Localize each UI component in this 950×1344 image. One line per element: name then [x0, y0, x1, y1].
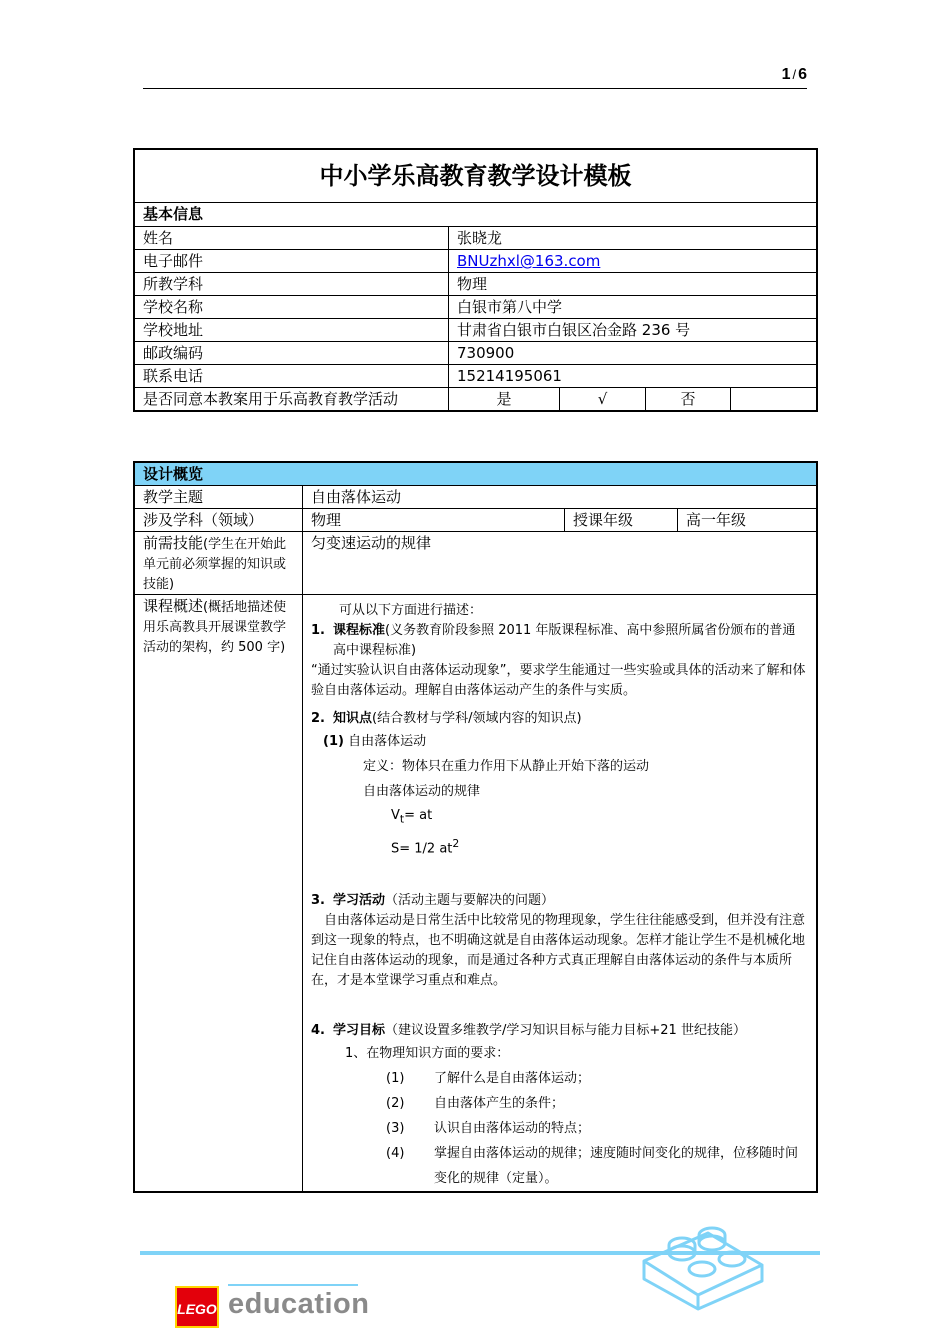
- discipline-value: 物理: [303, 509, 565, 532]
- page-slash: /: [792, 67, 797, 82]
- table-row: [135, 365, 817, 388]
- prereq-cell: [135, 532, 303, 595]
- grade-value: 高一年级: [678, 509, 817, 532]
- lego-brick-icon: [638, 1203, 768, 1313]
- overview-label: 课程概述: [143, 597, 204, 615]
- name-value: 张晓龙: [449, 227, 817, 250]
- document-title: 中小学乐高教育教学设计模板: [135, 150, 817, 203]
- list-item: (3) 认识自由落体运动的特点；: [386, 1120, 591, 1136]
- agree-label: 是否同意本教案用于乐高教育教学活动: [135, 388, 449, 411]
- table-row: [135, 227, 817, 250]
- definition-text: 定义：物体只在重力作用下从静止开始下落的运动: [363, 759, 650, 774]
- table-row: [135, 296, 817, 319]
- subject-label: 所教学科: [135, 273, 449, 296]
- activity-title: 学习活动: [333, 892, 386, 908]
- discipline-label: 涉及学科（领域）: [135, 509, 303, 532]
- table-row: [135, 532, 817, 595]
- table-row: [135, 273, 817, 296]
- email-label: 电子邮件: [135, 250, 449, 273]
- topic-value: 自由落体运动: [303, 486, 817, 509]
- table-row: [135, 486, 817, 509]
- knowledge-note: (结合教材与学科/领域内容的知识点): [372, 711, 582, 726]
- goals-num: 4.: [311, 1022, 325, 1038]
- basic-section-heading: 基本信息: [135, 203, 817, 227]
- design-overview-table: [134, 462, 817, 1192]
- design-section-heading: 设计概览: [135, 463, 817, 486]
- topic-label: 教学主题: [135, 486, 303, 509]
- knowledge-sub: [311, 729, 808, 754]
- table-row: [135, 509, 817, 532]
- knowledge-sub-num: (1): [323, 734, 344, 749]
- school-address-label: 学校地址: [135, 319, 449, 342]
- school-name-label: 学校名称: [135, 296, 449, 319]
- overview-content: [303, 595, 817, 1192]
- prereq-note: (学生在开始此单元前必须掌握的知识或技能): [143, 537, 287, 592]
- school-name-value: 白银市第八中学: [449, 296, 817, 319]
- goals-title: 学习目标: [333, 1022, 386, 1038]
- table-row: [135, 342, 817, 365]
- standard-num: 1.: [311, 623, 325, 638]
- activity-note: （活动主题与要解决的问题）: [385, 892, 555, 908]
- phone-value: 15214195061: [449, 365, 817, 388]
- overview-cell: [135, 595, 303, 1192]
- overview-intro: 可从以下方面进行描述：: [339, 603, 483, 618]
- goals-note: （建议设置多维教学/学习知识目标与能力目标+21 世纪技能）: [385, 1022, 746, 1038]
- knowledge-title: 知识点: [333, 711, 373, 726]
- displacement-formula: S= 1/2 $at^2$: [391, 836, 460, 856]
- activity-section: [311, 891, 808, 911]
- list-item: (2) 自由落体产生的条件；: [386, 1095, 565, 1111]
- school-address-value: 甘肃省白银市白银区冶金路 236 号: [449, 319, 817, 342]
- knowledge-num: 2.: [311, 711, 325, 726]
- subject-value: 物理: [449, 273, 817, 296]
- knowledge-sub-title: 自由落体运动: [348, 734, 427, 749]
- goals-section: [311, 1021, 808, 1041]
- prereq-label: 前需技能: [143, 534, 204, 552]
- prereq-value: 匀变速运动的规律: [303, 532, 817, 595]
- table-row: [135, 319, 817, 342]
- postcode-label: 邮政编码: [135, 342, 449, 365]
- goals-sub: 1、在物理知识方面的要求：: [345, 1045, 510, 1061]
- email-link[interactable]: BNUzhxl@163.com: [457, 252, 601, 270]
- table-row: [135, 250, 817, 273]
- standard-text: “通过实验认识自由落体运动现象”，要求学生能通过一些实验或具体的活动来了解和体验自由落体运动。理解自由落体运动产生的条件与实质。: [311, 663, 806, 698]
- knowledge-section: [311, 709, 808, 729]
- law-text: 自由落体运动的规律: [363, 784, 481, 799]
- velocity-formula: $V_t=$ at: [391, 808, 433, 826]
- grade-label: 授课年级: [565, 509, 678, 532]
- agree-no-check[interactable]: [731, 388, 817, 411]
- agree-yes-check[interactable]: √: [560, 388, 646, 411]
- table-row: [135, 388, 817, 411]
- activity-text: 自由落体运动是日常生活中比较常见的物理现象，学生往往能感受到，但并没有注意到这一现象的特点，也不明确这就是自由落体运动现象。怎样才能让学生不是机械化地记住自由落体运动的现象，而是通过各种方式真正理解自由落体运动的条件与本质所在，才是本堂课学习重点和难点。: [311, 912, 806, 988]
- basic-info-table: [134, 149, 817, 411]
- activity-num: 3.: [311, 892, 325, 908]
- agree-no-label: 否: [646, 388, 731, 411]
- list-item: (1) 了解什么是自由落体运动；: [386, 1070, 591, 1086]
- agree-yes-label: 是: [449, 388, 560, 411]
- standard-title: 课程标准: [333, 623, 386, 638]
- postcode-value: 730900: [449, 342, 817, 365]
- page-current: 1: [781, 66, 791, 83]
- phone-label: 联系电话: [135, 365, 449, 388]
- footer-rule-secondary: [228, 1284, 358, 1286]
- lego-logo: LEGO: [175, 1286, 219, 1328]
- page-number: [782, 66, 807, 84]
- education-brand: education: [228, 1288, 370, 1320]
- list-item: (4) 掌握自由落体运动的规律；速度随时间变化的规律，位移随时间变化的规律（定量）。: [386, 1145, 799, 1186]
- page-total: 6: [798, 66, 807, 83]
- overview-note: (概括地描述使用乐高教具开展课堂教学活动的架构，约 500 字): [143, 600, 287, 655]
- name-label: 姓名: [135, 227, 449, 250]
- standard-section: [311, 621, 808, 661]
- standard-note: (义务教育阶段参照 2011 年版课程标准、高中参照所属省份颁布的普通高中课程标准): [333, 623, 796, 658]
- table-row: [135, 595, 817, 1192]
- header-rule: [143, 88, 807, 89]
